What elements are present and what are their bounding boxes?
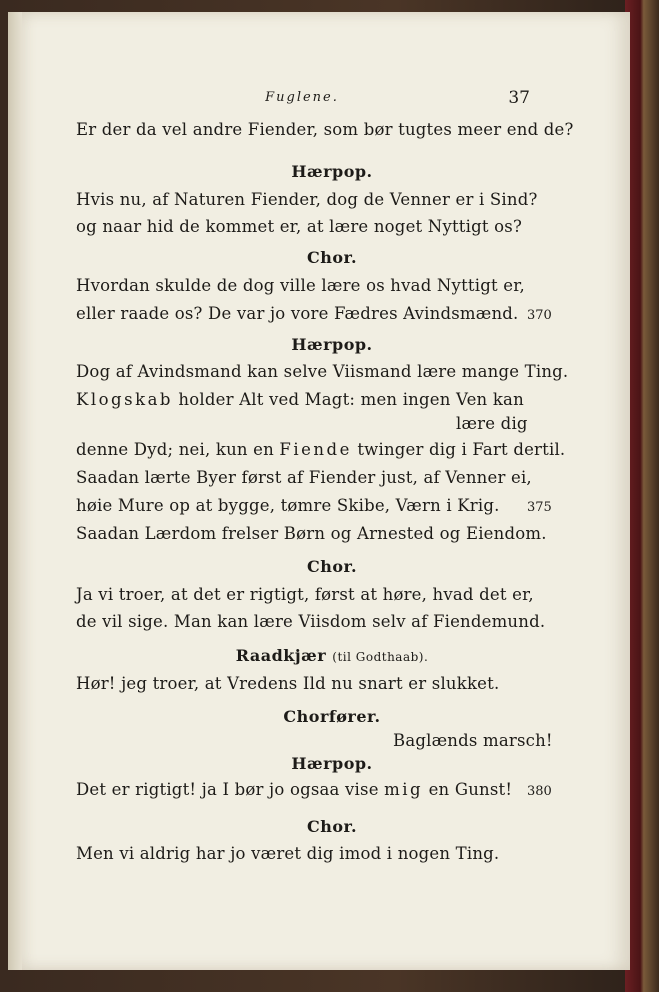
emphasis-text: Fiende bbox=[279, 440, 352, 459]
verse-line: Er der da vel andre Fiender, som bør tugtes meer end de? bbox=[76, 120, 574, 139]
speaker-heading: Chor. bbox=[306, 557, 358, 576]
emphasis-text: Klogskab bbox=[76, 390, 173, 409]
verse-line bbox=[76, 780, 512, 799]
verse-line bbox=[76, 440, 565, 459]
verse-text: twinger dig i Fart dertil. bbox=[357, 440, 566, 459]
verse-line: Dog af Avindsmand kan selve Viismand lære mange Ting. bbox=[76, 362, 569, 381]
verse-line: Saadan Lærdom frelser Børn og Arnested og Eiendom. bbox=[76, 524, 547, 543]
verse-line: høie Mure op at bygge, tømre Skibe, Værn i Krig. bbox=[76, 496, 500, 515]
verse-line: de vil sige. Man kan lære Viisdom selv af Fiendemund. bbox=[76, 612, 546, 631]
speaker-heading: Hærpop. bbox=[291, 162, 373, 181]
verse-text: en Gunst! bbox=[428, 780, 513, 799]
stage-direction: (til Godthaab). bbox=[332, 650, 429, 664]
verse-line: Baglænds marsch! bbox=[393, 731, 553, 750]
verse-line: Men vi aldrig har jo været dig imod i nogen Ting. bbox=[76, 844, 500, 863]
speaker-heading: Chor. bbox=[306, 817, 358, 836]
book-page bbox=[22, 12, 630, 970]
verse-line: Saadan lærte Byer først af Fiender just, af Venner ei, bbox=[76, 468, 532, 487]
line-number: 375 bbox=[527, 500, 552, 515]
speaker-heading: Hærpop. bbox=[291, 335, 373, 354]
speaker-heading: Chorfører. bbox=[283, 707, 381, 726]
line-number: 380 bbox=[527, 784, 552, 799]
verse-line bbox=[76, 390, 524, 409]
verse-line: eller raade os? De var jo vore Fædres Avindsmænd. bbox=[76, 304, 519, 323]
verse-line: og naar hid de kommet er, at lære noget Nyttigt os? bbox=[76, 217, 522, 236]
page-edge bbox=[8, 12, 22, 970]
verse-text: Det er rigtigt! ja I bør jo ogsaa vise bbox=[76, 780, 379, 799]
verse-line: Hvordan skulde de dog ville lære os hvad Nyttigt er, bbox=[76, 276, 525, 295]
page-number: 37 bbox=[508, 88, 530, 108]
verse-text: denne Dyd; nei, kun en bbox=[76, 440, 274, 459]
verse-line-continuation: lære dig bbox=[456, 414, 528, 433]
line-number: 370 bbox=[527, 308, 552, 323]
verse-line: Hvis nu, af Naturen Fiender, dog de Venner er i Sind? bbox=[76, 190, 538, 209]
book-binding bbox=[625, 0, 659, 992]
speaker-heading bbox=[22, 646, 642, 665]
verse-line: Hør! jeg troer, at Vredens Ild nu snart er slukket. bbox=[76, 674, 500, 693]
running-head: Fuglene. bbox=[265, 90, 339, 105]
verse-line: Ja vi troer, at det er rigtigt, først at høre, hvad det er, bbox=[76, 585, 534, 604]
speaker-heading: Hærpop. bbox=[291, 754, 373, 773]
speaker-heading: Chor. bbox=[306, 248, 358, 267]
verse-text: holder Alt ved Magt: men ingen Ven kan bbox=[178, 390, 524, 409]
speaker-name: Raadkjær bbox=[235, 646, 327, 665]
emphasis-text: mig bbox=[384, 780, 424, 799]
